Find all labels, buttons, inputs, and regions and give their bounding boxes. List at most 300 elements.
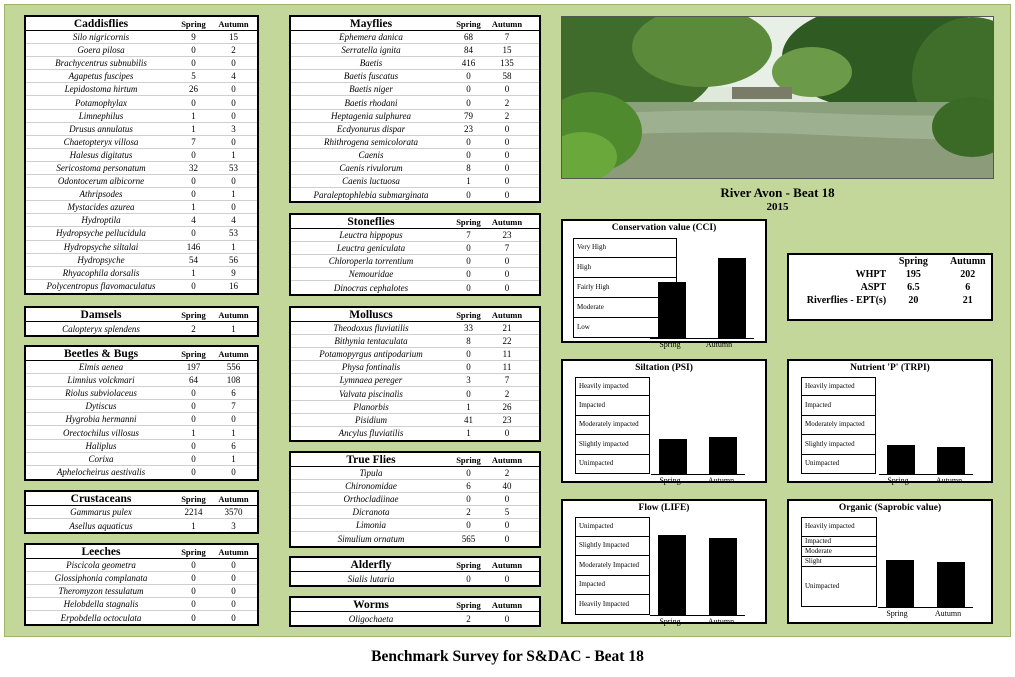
species-name: Rhithrogena semicolorata xyxy=(324,136,418,147)
survey-year: 2015 xyxy=(766,201,789,213)
species-name: Corixa xyxy=(88,453,114,464)
spring-count: 0 xyxy=(466,136,471,147)
spring-column-header: Spring xyxy=(181,309,206,320)
species-name: Aphelocheirus aestivalis xyxy=(56,467,146,478)
species-row xyxy=(26,31,257,44)
species-row xyxy=(26,559,257,572)
autumn-count: 0 xyxy=(504,520,510,531)
scale-level: Moderately impacted xyxy=(575,416,650,435)
spring-bar xyxy=(659,439,687,474)
scale-level: Fairly High xyxy=(573,278,677,298)
footer-title: Benchmark Survey for S&DAC - Beat 18 xyxy=(371,648,644,665)
autumn-count: 53 xyxy=(229,162,238,173)
autumn-count: 0 xyxy=(231,599,236,610)
index-row-aspt: ASPT 6.5 6 xyxy=(860,282,971,293)
species-row xyxy=(26,322,257,335)
spring-count: 0 xyxy=(191,228,196,239)
species-row xyxy=(291,493,539,506)
spring-count: 0 xyxy=(466,573,471,584)
species-row xyxy=(291,401,539,414)
autumn-count: 1 xyxy=(231,427,236,438)
species-name: Brachycentrus subnubilis xyxy=(55,58,147,69)
autumn-count: 0 xyxy=(504,84,510,95)
spring-count: 5 xyxy=(191,71,196,82)
species-row xyxy=(26,201,257,214)
scale-level: Unimpacted xyxy=(575,517,650,537)
species-name: Theromyzon tessulatum xyxy=(58,586,144,597)
spring-count: 0 xyxy=(191,586,196,597)
species-name: Polycentropus flavomaculatus xyxy=(46,281,156,292)
spring-count: 23 xyxy=(464,123,473,134)
species-row xyxy=(26,83,257,96)
autumn-count: 56 xyxy=(229,254,238,265)
species-row xyxy=(26,136,257,149)
species-name: Physa fontinalis xyxy=(341,362,401,373)
species-name: Orectochilus villosus xyxy=(63,427,139,438)
crustaceans-header xyxy=(26,492,257,506)
species-name: Chaetopteryx villosa xyxy=(63,136,139,147)
species-name: Serratella ignita xyxy=(341,45,401,56)
group-title: Alderfly xyxy=(350,558,392,571)
spring-count: 64 xyxy=(189,375,198,386)
group-title: Damsels xyxy=(80,308,122,321)
psi-chart xyxy=(561,359,767,483)
species-row xyxy=(291,427,539,440)
species-name: Hydropsyche pellucidula xyxy=(56,228,146,239)
spring-count: 54 xyxy=(189,254,198,265)
group-title: Stoneflies xyxy=(347,215,395,228)
spring-bar xyxy=(887,445,915,474)
species-row xyxy=(291,44,539,57)
species-name: Dinocras cephalotes xyxy=(333,282,409,293)
spring-bar xyxy=(658,282,686,338)
spring-column-header: Spring xyxy=(181,493,206,504)
scale-level: High xyxy=(573,258,677,278)
species-name: Orthocladiinae xyxy=(343,494,399,505)
scale-level: Heavily Impacted xyxy=(575,595,650,615)
spring-column-header: Spring xyxy=(456,18,481,29)
species-name: Limonia xyxy=(355,520,386,531)
scale-level: Heavily impacted xyxy=(801,517,877,537)
spring-count: 0 xyxy=(466,269,471,280)
species-name: Sericostoma personatum xyxy=(56,162,146,173)
spring-count: 0 xyxy=(466,256,471,267)
autumn-count: 15 xyxy=(502,45,512,56)
spring-count: 6 xyxy=(466,481,471,492)
species-name: Odontocerum albicorne xyxy=(57,176,145,187)
species-row xyxy=(26,519,257,532)
spring-column-header: Spring xyxy=(456,454,481,465)
spring-count: 2 xyxy=(466,613,471,624)
spring-column-header: Spring xyxy=(181,348,206,359)
autumn-count: 23 xyxy=(502,230,512,241)
molluscs-table xyxy=(289,306,541,442)
spring-count: 0 xyxy=(191,45,196,56)
species-name: Potamopyrgus antipodarium xyxy=(319,349,423,360)
autumn-count: 0 xyxy=(504,494,510,505)
autumn-bar xyxy=(937,562,965,607)
species-name: Bithynia tentaculata xyxy=(334,336,408,347)
autumn-count: 5 xyxy=(504,507,510,518)
species-row xyxy=(26,70,257,83)
spring-count: 0 xyxy=(466,97,471,108)
scale-level: Moderate xyxy=(573,298,677,318)
species-row xyxy=(291,480,539,493)
spring-count: 68 xyxy=(464,32,473,43)
damsels-header xyxy=(26,308,257,322)
molluscs-header xyxy=(291,308,539,322)
species-name: Helobdella stagnalis xyxy=(63,599,139,610)
spring-count: 0 xyxy=(466,149,471,160)
species-row xyxy=(26,426,257,439)
spring-count: 146 xyxy=(186,241,201,252)
spring-bar xyxy=(886,560,914,607)
species-name: Silo nigricornis xyxy=(72,32,130,43)
species-name: Baetis rhodani xyxy=(344,97,398,108)
species-row xyxy=(291,175,539,188)
autumn-count: 135 xyxy=(500,58,514,69)
species-row xyxy=(291,83,539,96)
spring-column-header: Spring xyxy=(181,546,206,557)
species-name: Heptagenia sulphurea xyxy=(331,110,411,121)
species-row xyxy=(26,149,257,162)
spring-count: 9 xyxy=(191,32,196,43)
autumn-count: 0 xyxy=(504,534,510,545)
species-name: Erpobdella octoculata xyxy=(60,612,142,623)
autumn-count: 0 xyxy=(504,136,510,147)
group-title: True Flies xyxy=(346,453,396,466)
species-row xyxy=(291,572,539,585)
scale-level: Heavily impacted xyxy=(575,377,650,396)
scale-level: Very High xyxy=(573,238,677,258)
spring-count: 1 xyxy=(466,401,471,412)
spring-count: 1 xyxy=(191,123,196,134)
scale-level: Moderate xyxy=(801,547,877,557)
spring-count: 1 xyxy=(191,202,196,213)
autumn-count: 4 xyxy=(231,215,236,226)
x-axis xyxy=(650,338,754,339)
species-row xyxy=(26,400,257,413)
species-row xyxy=(26,214,257,227)
species-row xyxy=(26,227,257,240)
species-row xyxy=(26,267,257,280)
spring-count: 7 xyxy=(191,136,196,147)
autumn-count: 0 xyxy=(504,613,510,624)
autumn-count: 2 xyxy=(504,388,510,399)
indices-table xyxy=(787,253,993,321)
species-row xyxy=(26,188,257,201)
autumn-count: 0 xyxy=(231,414,236,425)
scale-level: Low xyxy=(573,318,677,338)
scale-level: Impacted xyxy=(575,576,650,596)
autumn-count: 1 xyxy=(231,189,236,200)
species-row xyxy=(26,453,257,466)
autumn-count: 21 xyxy=(502,323,512,334)
autumn-count: 108 xyxy=(226,375,241,386)
autumn-label: Autumn xyxy=(934,609,962,618)
spring-count: 2 xyxy=(191,323,196,334)
chart-title: Nutrient 'P' (TRPI) xyxy=(850,363,930,373)
spring-count: 0 xyxy=(191,189,196,200)
species-name: Tipula xyxy=(359,468,383,479)
species-row xyxy=(26,57,257,70)
autumn-column-header: Autumn xyxy=(491,216,523,227)
species-name: Piscicola geometra xyxy=(66,560,136,571)
species-name: Dicranota xyxy=(352,507,390,518)
autumn-count: 0 xyxy=(231,84,236,95)
spring-count: 0 xyxy=(191,388,196,399)
spring-label: Spring xyxy=(887,476,909,485)
spring-count: 416 xyxy=(461,58,476,69)
group-title: Caddisflies xyxy=(73,17,129,30)
x-axis xyxy=(651,474,745,475)
autumn-count: 0 xyxy=(504,123,510,134)
species-row xyxy=(26,44,257,57)
species-name: Calopteryx splendens xyxy=(62,323,140,334)
autumn-count: 0 xyxy=(504,256,510,267)
trueflies-header xyxy=(291,453,539,467)
species-name: Sialis lutaria xyxy=(347,573,395,584)
chart-title: Organic (Saprobic value) xyxy=(838,503,942,513)
leeches-header xyxy=(26,545,257,559)
species-row xyxy=(291,162,539,175)
species-name: Hydroptila xyxy=(81,215,121,226)
index-row-whpt: WHPT 195 202 xyxy=(855,269,976,280)
autumn-count: 6 xyxy=(231,388,236,399)
spring-count: 1 xyxy=(191,110,196,121)
group-title: Molluscs xyxy=(349,308,393,321)
scale-level: Unimpacted xyxy=(801,455,876,474)
autumn-count: 2 xyxy=(231,45,236,56)
scale-ladder xyxy=(801,377,876,474)
spring-bar xyxy=(658,535,686,615)
autumn-column-header: Autumn xyxy=(218,309,249,320)
autumn-count: 3 xyxy=(231,520,236,531)
x-axis xyxy=(879,474,973,475)
spring-count: 2214 xyxy=(184,507,203,518)
species-name: Lepidostoma hirtum xyxy=(64,84,138,95)
autumn-bar xyxy=(709,437,737,474)
scale-ladder xyxy=(575,377,650,474)
autumn-column-header: Autumn xyxy=(491,599,523,610)
species-name: Haliplus xyxy=(85,440,117,451)
group-title: Beetles & Bugs xyxy=(63,347,139,360)
spring-count: 33 xyxy=(464,323,473,334)
species-name: Valvata piscinalis xyxy=(339,388,403,399)
species-row xyxy=(26,598,257,611)
autumn-count: 2 xyxy=(504,97,510,108)
species-row xyxy=(26,241,257,254)
spring-count: 0 xyxy=(466,349,471,360)
spring-count: 1 xyxy=(466,176,471,187)
spring-count: 0 xyxy=(191,58,196,69)
group-title: Crustaceans xyxy=(70,492,132,505)
species-row xyxy=(26,572,257,585)
species-name: Ecdyonurus dispar xyxy=(336,123,406,134)
autumn-count: 556 xyxy=(226,362,241,373)
species-row xyxy=(26,585,257,598)
species-row xyxy=(291,229,539,242)
spring-count: 0 xyxy=(191,440,196,451)
species-name: Rhyacophila dorsalis xyxy=(62,267,140,278)
autumn-count: 4 xyxy=(231,71,236,82)
spring-count: 79 xyxy=(464,110,473,121)
species-row xyxy=(291,188,539,201)
species-row xyxy=(26,440,257,453)
species-row xyxy=(26,361,257,374)
spring-column-header: Spring xyxy=(456,216,481,227)
autumn-column-header: Autumn xyxy=(218,493,249,504)
species-row xyxy=(291,123,539,136)
autumn-count: 0 xyxy=(504,269,510,280)
species-row xyxy=(26,254,257,267)
chart-title: Flow (LIFE) xyxy=(638,503,690,513)
species-name: Caenis luctuosa xyxy=(342,176,400,187)
chart-title: Siltation (PSI) xyxy=(635,363,693,373)
species-name: Asellus aquaticus xyxy=(69,520,133,531)
scale-level: Impacted xyxy=(575,396,650,415)
autumn-count: 0 xyxy=(504,189,510,200)
autumn-count: 1 xyxy=(231,241,236,252)
species-name: Limnius volckmari xyxy=(67,375,135,386)
species-name: Planorbis xyxy=(353,401,389,412)
species-name: Elmis aenea xyxy=(78,362,124,373)
species-name: Agapetus fuscipes xyxy=(68,71,134,82)
species-row xyxy=(291,322,539,335)
crustaceans-table xyxy=(24,490,259,534)
caddisflies-table xyxy=(24,15,259,295)
autumn-count: 3 xyxy=(231,123,236,134)
species-row xyxy=(291,242,539,255)
autumn-count: 26 xyxy=(502,401,512,412)
scale-level: Slightly impacted xyxy=(801,435,876,454)
spring-count: 0 xyxy=(191,599,196,610)
alderfly-header xyxy=(291,558,539,572)
autumn-column-header: Autumn xyxy=(491,559,523,570)
autumn-column-header: Autumn xyxy=(218,348,249,359)
spring-count: 565 xyxy=(461,534,476,545)
indices-autumn-header: Autumn xyxy=(950,256,986,267)
spring-count: 0 xyxy=(191,176,196,187)
spring-label: Spring xyxy=(886,609,908,618)
spring-count: 8 xyxy=(466,336,471,347)
autumn-count: 0 xyxy=(504,162,510,173)
species-name: Baetis xyxy=(359,58,383,69)
species-row xyxy=(291,268,539,281)
spring-count: 7 xyxy=(466,230,471,241)
species-name: Simulium ornatum xyxy=(337,534,405,545)
species-row xyxy=(291,70,539,83)
species-row xyxy=(291,335,539,348)
species-row xyxy=(291,149,539,162)
autumn-label: Autumn xyxy=(705,340,733,349)
species-row xyxy=(26,280,257,293)
species-row xyxy=(26,110,257,123)
autumn-column-header: Autumn xyxy=(218,18,249,29)
species-row xyxy=(291,348,539,361)
spring-label: Spring xyxy=(659,476,681,485)
spring-count: 0 xyxy=(466,388,471,399)
autumn-count: 0 xyxy=(504,282,510,293)
species-row xyxy=(291,414,539,427)
species-row xyxy=(291,136,539,149)
autumn-count: 58 xyxy=(502,71,512,82)
species-row xyxy=(291,612,539,625)
species-name: Hydropsyche xyxy=(77,254,125,265)
spring-count: 0 xyxy=(466,282,471,293)
scale-level: Slightly impacted xyxy=(575,435,650,454)
species-name: Leuctra geniculata xyxy=(336,243,406,254)
autumn-count: 15 xyxy=(229,32,238,43)
autumn-count: 11 xyxy=(502,362,512,373)
autumn-count: 2 xyxy=(504,110,510,121)
spring-count: 0 xyxy=(466,520,471,531)
stoneflies-header xyxy=(291,215,539,229)
chart-title: Conservation value (CCI) xyxy=(611,223,717,233)
species-row xyxy=(291,374,539,387)
autumn-count: 16 xyxy=(229,281,238,292)
species-name: Halesus digitatus xyxy=(69,149,133,160)
stoneflies-table xyxy=(289,213,541,296)
spring-column-header: Spring xyxy=(456,559,481,570)
cci-chart xyxy=(561,219,767,349)
spring-count: 0 xyxy=(466,71,471,82)
autumn-bar xyxy=(709,538,737,615)
alderfly-table xyxy=(289,556,541,587)
scale-level: Slightly Impacted xyxy=(575,537,650,557)
spring-count: 0 xyxy=(191,467,196,478)
spring-count: 4 xyxy=(191,215,196,226)
river-title: River Avon - Beat 18 xyxy=(720,185,835,200)
spring-count: 0 xyxy=(191,401,196,412)
species-name: Chloroperla torrentium xyxy=(328,256,414,267)
species-name: Dytiscus xyxy=(85,401,117,412)
spring-count: 0 xyxy=(466,468,471,479)
species-name: Goera pilosa xyxy=(77,45,125,56)
scale-level: Slight xyxy=(801,557,877,567)
true-flies-table xyxy=(289,451,541,548)
autumn-column-header: Autumn xyxy=(491,309,523,320)
caddisflies-header xyxy=(26,17,257,31)
autumn-count: 53 xyxy=(229,228,238,239)
autumn-column-header: Autumn xyxy=(218,546,249,557)
spring-count: 26 xyxy=(189,84,198,95)
species-name: Athripsodes xyxy=(79,189,123,200)
autumn-count: 7 xyxy=(231,401,236,412)
species-name: Caenis rivulorum xyxy=(339,162,403,173)
spring-count: 8 xyxy=(466,162,471,173)
group-title: Mayflies xyxy=(349,17,393,30)
autumn-count: 9 xyxy=(231,267,236,278)
species-row xyxy=(26,387,257,400)
autumn-count: 3570 xyxy=(224,507,243,518)
scale-level: Impacted xyxy=(801,537,877,547)
mayflies-header xyxy=(291,17,539,31)
species-row xyxy=(26,466,257,479)
spring-count: 84 xyxy=(464,45,473,56)
scale-level: Unimpacted xyxy=(575,455,650,474)
autumn-label: Autumn xyxy=(707,476,735,485)
autumn-count: 0 xyxy=(231,176,236,187)
spring-count: 32 xyxy=(189,162,198,173)
species-name: Hydropsyche siltalai xyxy=(63,241,139,252)
damsels-table xyxy=(24,306,259,337)
species-name: Gammarus pulex xyxy=(70,507,132,518)
species-row xyxy=(26,413,257,426)
species-row xyxy=(291,110,539,123)
autumn-count: 40 xyxy=(502,481,512,492)
autumn-count: 2 xyxy=(504,468,510,479)
